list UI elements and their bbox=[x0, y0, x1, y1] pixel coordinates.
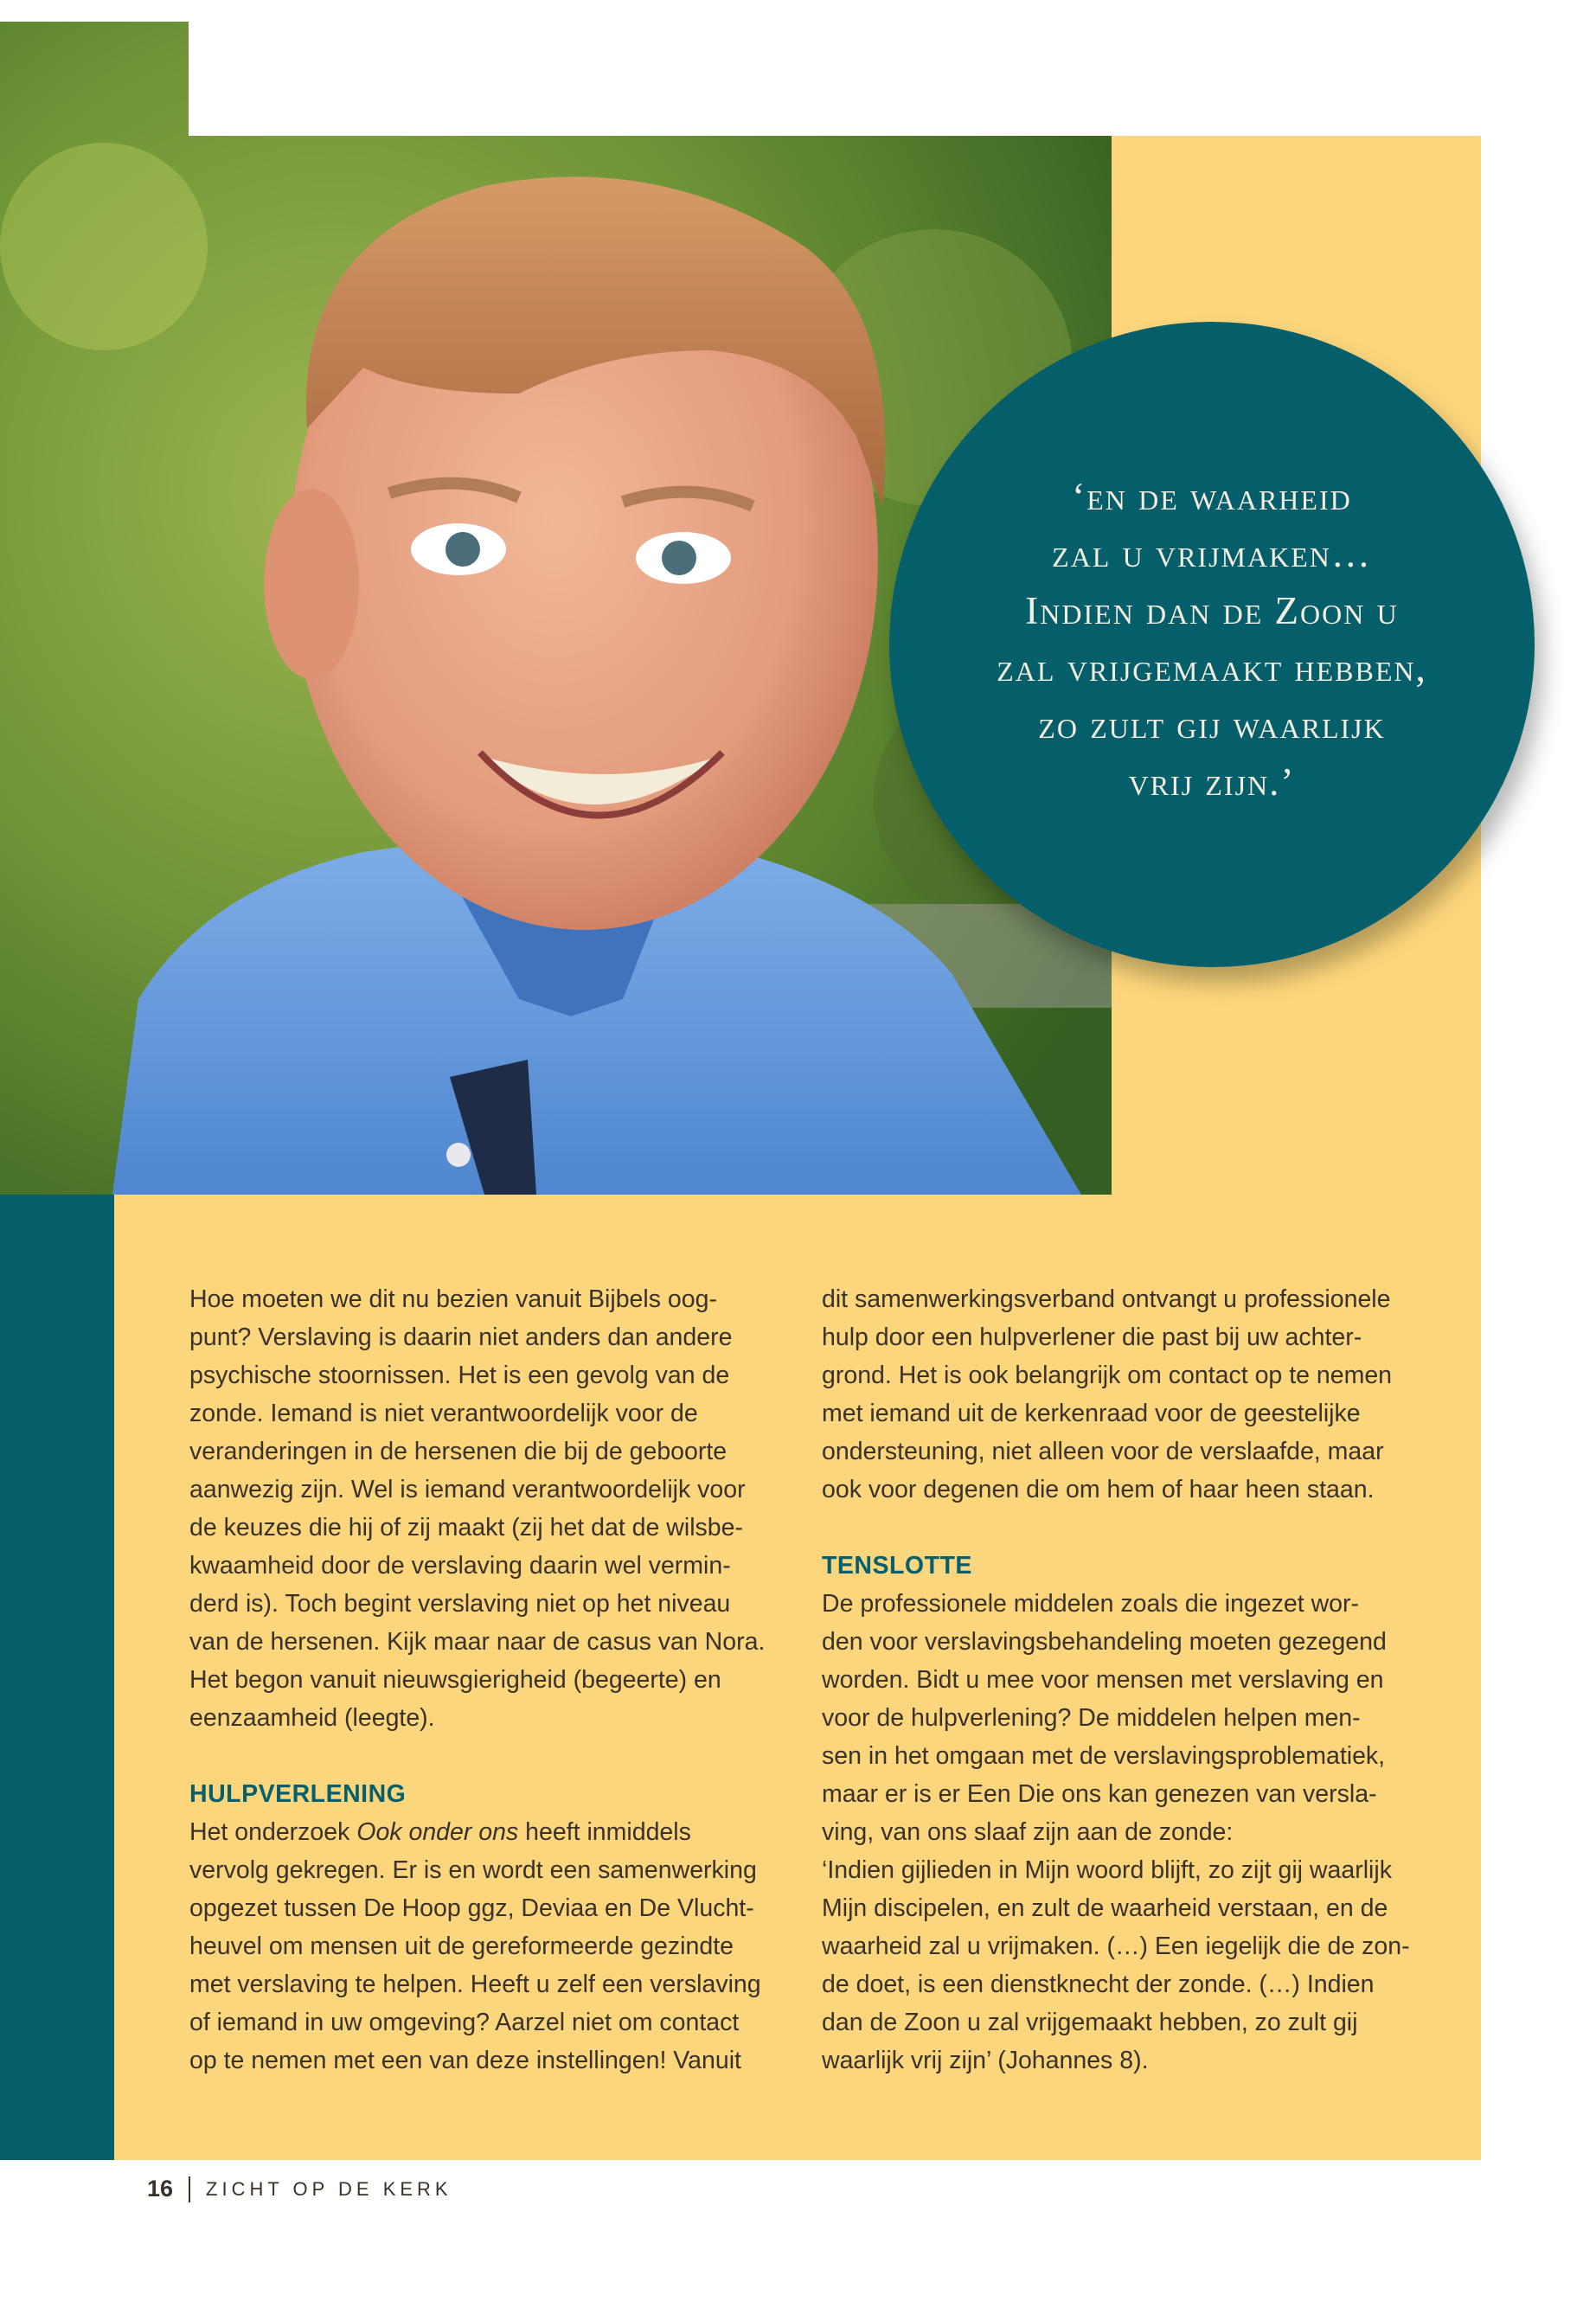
text-line: sen in het omgaan met de verslavingsproblematiek, bbox=[822, 1742, 1386, 1770]
text-line: derd is). Toch begint verslaving niet op het niveau bbox=[189, 1590, 731, 1618]
pull-quote-circle bbox=[889, 322, 1535, 967]
footer-divider bbox=[189, 2176, 190, 2202]
quote-line: Indien dan de Zoon u bbox=[1025, 589, 1399, 632]
text-line: aanwezig zijn. Wel is iemand verantwoordelijk voor bbox=[189, 1476, 746, 1503]
text-fragment: heeft inmiddels bbox=[518, 1818, 691, 1846]
text-line: de keuzes die hij of zij maakt (zij het dat de wilsbe- bbox=[189, 1514, 743, 1541]
right-text-column bbox=[822, 1280, 1410, 2080]
text-line: veranderingen in de hersenen die bij de geboorte bbox=[189, 1438, 727, 1465]
pull-quote-text bbox=[952, 468, 1471, 811]
intro-paragraph bbox=[189, 1280, 778, 1737]
text-line: opgezet tussen De Hoop ggz, Deviaa en De Vlucht- bbox=[189, 1894, 754, 1922]
text-line: waarheid zal u vrijmaken. (…) Een iegelijk die de zon- bbox=[822, 1932, 1410, 1960]
quote-line: zal u vrijmaken… bbox=[1052, 532, 1372, 575]
text-line: vervolg gekregen. Er is en wordt een samenwerking bbox=[189, 1856, 757, 1884]
quote-line: zal vrijgemaakt hebben, bbox=[997, 646, 1427, 689]
text-line: eenzaamheid (leegte). bbox=[189, 1704, 435, 1732]
text-line: worden. Bidt u mee voor mensen met verslaving en bbox=[822, 1666, 1384, 1694]
quote-line: zo zult gij waarlijk bbox=[1038, 703, 1386, 747]
text-line: met iemand uit de kerkenraad voor de geestelijke bbox=[822, 1400, 1361, 1427]
text-line: Mijn discipelen, en zult de waarheid verstaan, en de bbox=[822, 1894, 1388, 1922]
tenslotte-paragraph bbox=[822, 1585, 1410, 2080]
page-footer bbox=[147, 2176, 452, 2202]
text-line: grond. Het is ook belangrijk om contact op te nemen bbox=[822, 1362, 1393, 1389]
text-line: dit samenwerkingsverband ontvangt u professionele bbox=[822, 1285, 1391, 1313]
text-line: op te nemen met een van deze instellingen! Vanuit bbox=[189, 2047, 741, 2074]
text-line: psychische stoornissen. Het is een gevolg van de bbox=[189, 1362, 730, 1389]
italic-title: Ook onder ons bbox=[356, 1818, 519, 1846]
text-line: waarlijk vrij zijn’ (Johannes 8). bbox=[822, 2047, 1149, 2074]
text-line: den voor verslavingsbehandeling moeten gezegend bbox=[822, 1628, 1387, 1656]
text-line: hulp door een hulpverlener die past bij uw achter- bbox=[822, 1324, 1362, 1351]
text-line: ving, van ons slaaf zijn aan de zonde: bbox=[822, 1818, 1234, 1846]
text-line: Het begon vanuit nieuwsgierigheid (begeerte) en bbox=[189, 1666, 721, 1694]
text-line: De professionele middelen zoals die ingezet wor- bbox=[822, 1590, 1360, 1618]
text-line: maar er is er Een Die ons kan genezen van versla- bbox=[822, 1780, 1377, 1808]
quote-line: ‘en de waarheid bbox=[1072, 475, 1352, 518]
text-line: ‘Indien gijlieden in Mijn woord blijft, zo zijt gij waarlijk bbox=[822, 1856, 1392, 1884]
text-line: dan de Zoon u zal vrijgemaakt hebben, zo zult gij bbox=[822, 2009, 1358, 2036]
text-line: zonde. Iemand is niet verantwoordelijk voor de bbox=[189, 1400, 698, 1427]
text-line: de doet, is een dienstknecht der zonde. (…) Indien bbox=[822, 1971, 1375, 1998]
text-line: punt? Verslaving is daarin niet anders dan andere bbox=[189, 1324, 733, 1351]
white-corner-block bbox=[189, 0, 1596, 136]
text-line: met verslaving te helpen. Heeft u zelf een verslaving bbox=[189, 1971, 761, 1998]
quote-line: vrij zijn.’ bbox=[1128, 760, 1296, 804]
magazine-name: ZICHT OP DE KERK bbox=[206, 2177, 452, 2200]
text-line bbox=[189, 1813, 778, 1851]
continuation-paragraph bbox=[822, 1280, 1410, 1509]
text-line: heuvel om mensen uit de gereformeerde gezindte bbox=[189, 1932, 734, 1960]
section-heading-tenslotte: TENSLOTTE bbox=[822, 1552, 972, 1580]
text-line: of iemand in uw omgeving? Aarzel niet om contact bbox=[189, 2009, 740, 2036]
hulpverlening-paragraph bbox=[189, 1813, 778, 2080]
text-line: ook voor degenen die om hem of haar heen staan. bbox=[822, 1476, 1375, 1503]
page-number: 16 bbox=[147, 2176, 174, 2202]
text-line: ondersteuning, niet alleen voor de verslaafde, maar bbox=[822, 1438, 1384, 1465]
text-line: kwaamheid door de verslaving daarin wel vermin- bbox=[189, 1552, 731, 1580]
section-heading-hulpverlening: HULPVERLENING bbox=[189, 1780, 407, 1808]
left-text-column bbox=[189, 1280, 778, 2080]
text-line: Hoe moeten we dit nu bezien vanuit Bijbels oog- bbox=[189, 1285, 717, 1313]
text-line: van de hersenen. Kijk maar naar de casus van Nora. bbox=[189, 1628, 766, 1656]
text-fragment: Het onderzoek bbox=[189, 1818, 357, 1846]
text-line: voor de hulpverlening? De middelen helpen men- bbox=[822, 1704, 1361, 1732]
